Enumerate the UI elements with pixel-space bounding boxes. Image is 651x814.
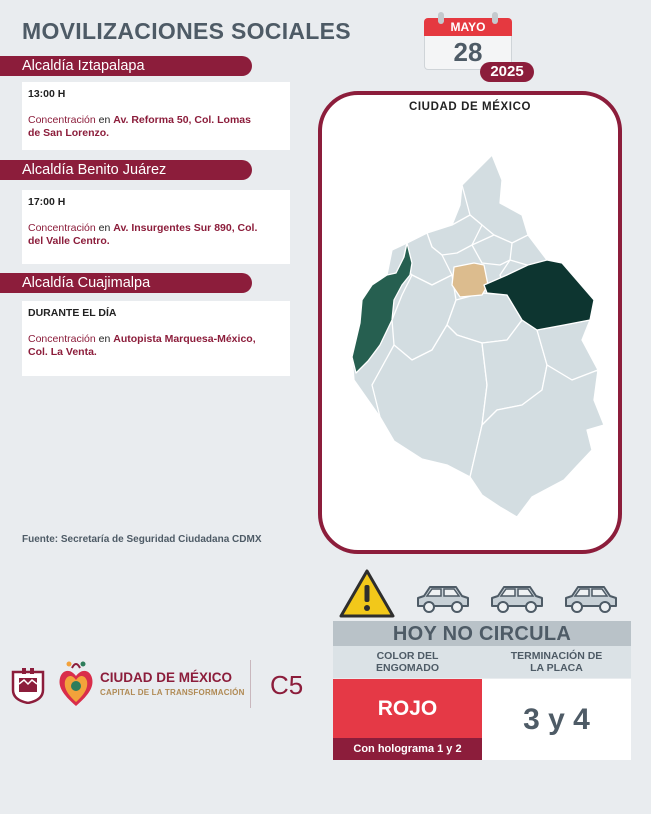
plate-ending-value: 3 y 4 bbox=[482, 679, 631, 760]
map-title: CIUDAD DE MÉXICO bbox=[408, 101, 532, 113]
heart-logo-icon bbox=[56, 658, 96, 710]
event-place: Av. Insurgentes Sur 890, Col. bbox=[113, 222, 258, 234]
event-type: Concentración bbox=[28, 333, 96, 345]
hoy-no-circula-title: HOY NO CIRCULA bbox=[333, 621, 631, 646]
hologram-note: Con holograma 1 y 2 bbox=[333, 738, 482, 760]
calendar-day: 28 bbox=[424, 36, 512, 70]
logo-divider bbox=[250, 660, 251, 708]
event-place-cont: de San Lorenzo. bbox=[28, 127, 110, 139]
brand-tagline: CAPITAL DE LA TRANSFORMACIÓN bbox=[100, 688, 245, 697]
source-note: Fuente: Secretaría de Seguridad Ciudadana CDMX bbox=[22, 534, 262, 545]
event-card-benito-juarez: 17:00 H Concentración en Av. Insurgentes Sur 890, Col. del Valle Centro. bbox=[22, 190, 290, 264]
event-card-iztapalapa: 13:00 H Concentración en Av. Reforma 50, Col. Lomas de San Lorenzo. bbox=[22, 82, 290, 150]
section-bar-iztapalapa: Alcaldía Iztapalapa bbox=[0, 56, 252, 76]
cdmx-map bbox=[332, 125, 614, 525]
section-bar-cuajimalpa: Alcaldía Cuajimalpa bbox=[0, 273, 252, 293]
cdmx-emblem-icon bbox=[10, 666, 46, 704]
map-region-benito-juarez bbox=[452, 263, 488, 297]
plate-header: TERMINACIÓN DE LA PLACA bbox=[482, 646, 631, 678]
event-place: Av. Reforma 50, Col. Lomas bbox=[113, 114, 251, 126]
event-type: Concentración bbox=[28, 114, 96, 126]
event-type: Concentración bbox=[28, 222, 96, 234]
calendar-month: MAYO bbox=[424, 18, 512, 36]
cdmx-map-panel bbox=[318, 91, 622, 554]
event-time: DURANTE EL DÍA bbox=[28, 307, 117, 319]
event-place: Autopista Marquesa-México, bbox=[113, 333, 256, 345]
hoy-no-circula-panel bbox=[333, 621, 631, 760]
event-time: 17:00 H bbox=[28, 196, 66, 208]
event-time: 13:00 H bbox=[28, 88, 66, 100]
car-icon bbox=[414, 582, 472, 616]
section-bar-benito-juarez: Alcaldía Benito Juárez bbox=[0, 160, 252, 180]
year-badge: 2025 bbox=[480, 62, 534, 82]
brand-name: CIUDAD DE MÉXICO bbox=[100, 670, 233, 685]
event-card-cuajimalpa: DURANTE EL DÍA Concentración en Autopista Marquesa-México, Col. La Venta. bbox=[22, 301, 290, 376]
warning-icon bbox=[338, 568, 396, 620]
event-place-cont: del Valle Centro. bbox=[28, 235, 110, 247]
car-icon bbox=[488, 582, 546, 616]
color-header: COLOR DEL ENGOMADO bbox=[333, 646, 482, 678]
page-title: MOVILIZACIONES SOCIALES bbox=[22, 18, 351, 44]
c5-logo: C5 bbox=[270, 670, 304, 700]
event-place-cont: Col. La Venta. bbox=[28, 346, 97, 358]
sticker-color-value: ROJO bbox=[333, 679, 482, 738]
car-icon bbox=[562, 582, 620, 616]
